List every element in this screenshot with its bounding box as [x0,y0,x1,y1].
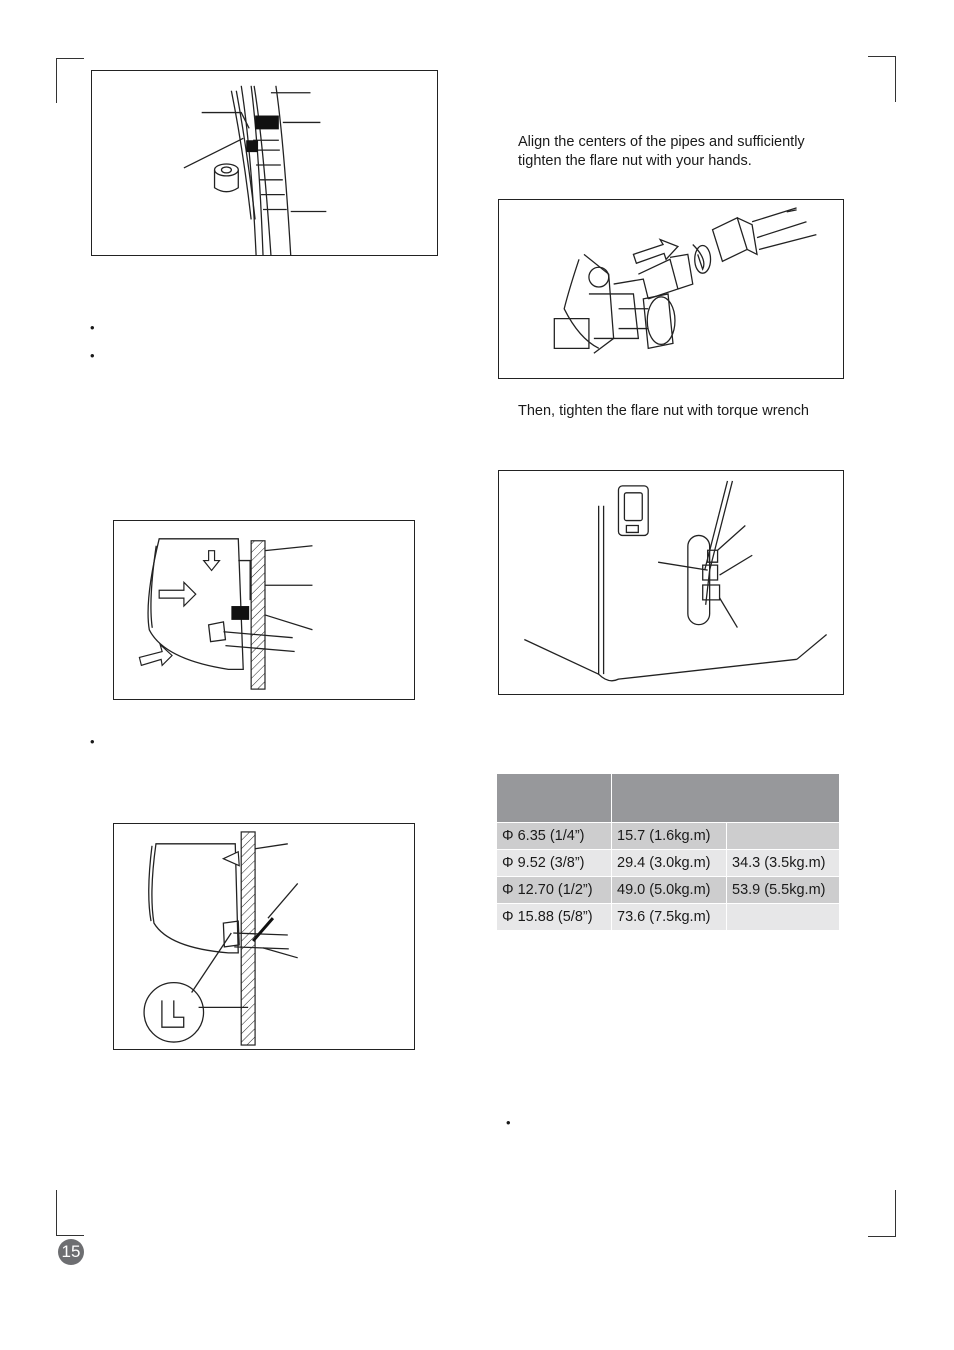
crop-mark-top-right-v [895,56,896,102]
flare-nut-connection-figure [498,199,844,379]
bullet-4: • [506,1115,511,1130]
bullet-1: • [90,320,95,335]
outdoor-unit-valve-figure [498,470,844,695]
torque-extra-cell [727,904,840,931]
torque-table [496,773,840,931]
indoor-unit-hook-detail-figure [113,823,415,1050]
page-number-badge: 15 [58,1239,84,1265]
torque-table-header-size [497,774,612,823]
torque-extra-cell: 53.9 (5.5kg.m) [727,877,840,904]
bullet-3: • [90,734,95,749]
table-row [497,904,840,931]
align-instruction: Align the centers of the pipes and sufficiently tighten the flare nut with your hands. [518,134,805,169]
torque-cell: 73.6 (7.5kg.m) [612,904,727,931]
torque-extra-cell: 34.3 (3.5kg.m) [727,850,840,877]
pipe-taping-figure [91,70,438,256]
crop-mark-top-right-h [868,56,896,57]
crop-mark-top-left-h [56,58,84,59]
torque-cell: 49.0 (5.0kg.m) [612,877,727,904]
table-row [497,877,840,904]
torque-cell: 15.7 (1.6kg.m) [612,823,727,850]
torque-table-header-torque [612,774,840,823]
bullet-2: • [90,348,95,363]
size-cell: Φ 12.70 (1/2”) [497,877,612,904]
crop-mark-bottom-left-h [56,1235,84,1236]
size-cell: Φ 6.35 (1/4”) [497,823,612,850]
size-cell: Φ 9.52 (3/8”) [497,850,612,877]
torque-extra-cell [727,823,840,850]
size-cell: Φ 15.88 (5/8”) [497,904,612,931]
torque-instruction: Then, tighten the flare nut with torque wrench [518,403,809,419]
table-row [497,850,840,877]
torque-table-header [497,774,840,823]
indoor-unit-hook-figure [113,520,415,700]
torque-cell: 29.4 (3.0kg.m) [612,850,727,877]
crop-mark-bottom-right-h [868,1236,896,1237]
crop-mark-bottom-right-v [895,1190,896,1236]
crop-mark-bottom-left-v [56,1190,57,1235]
crop-mark-top-left-v [56,58,57,103]
table-row [497,823,840,850]
